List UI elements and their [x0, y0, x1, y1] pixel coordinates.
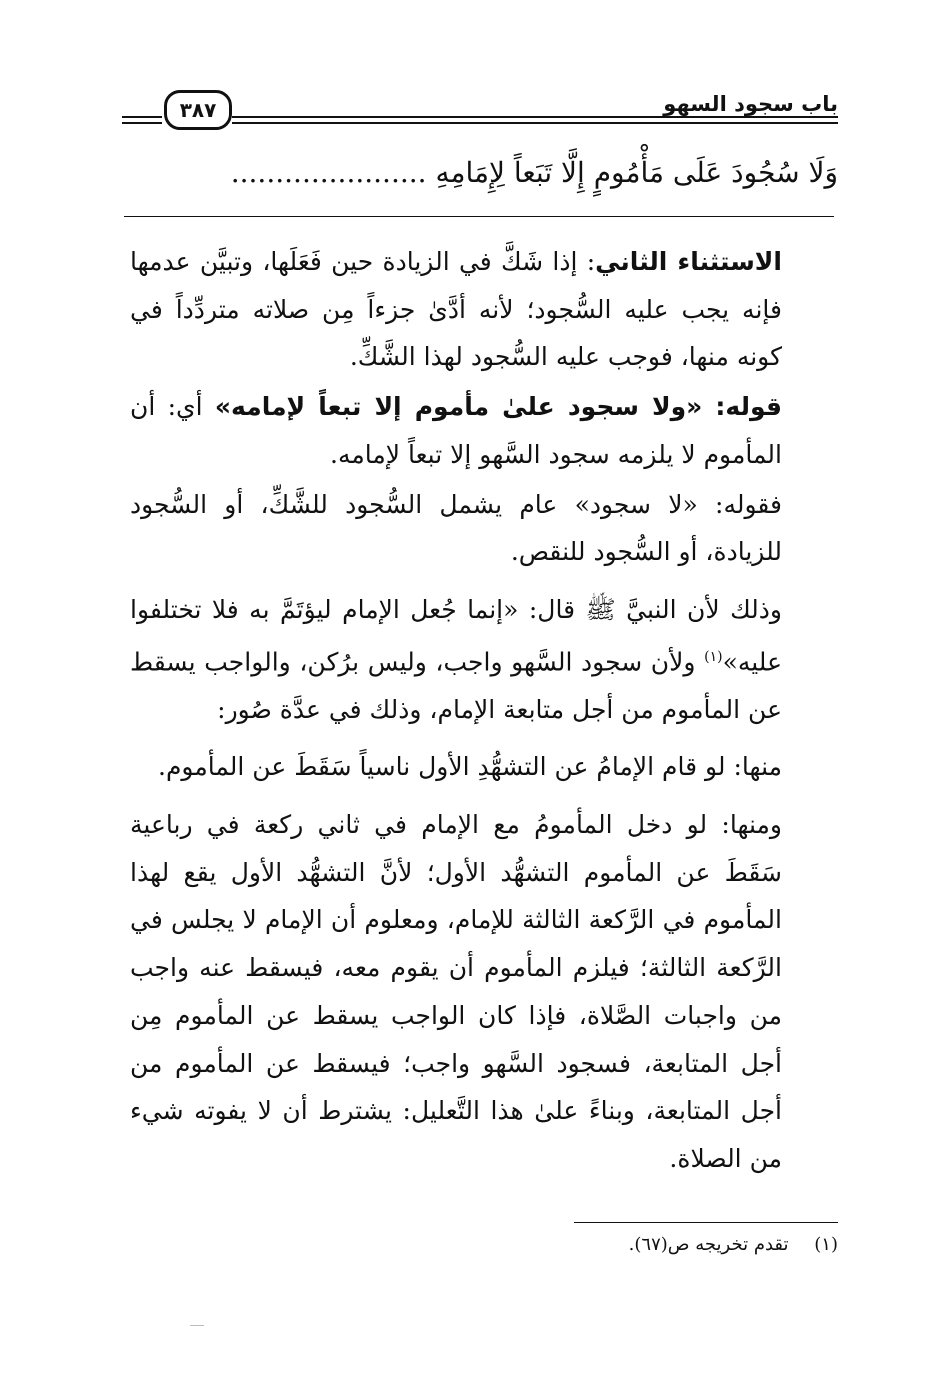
matn-dots: ......................	[230, 156, 427, 189]
matn-text: وَلَا سُجُودَ عَلَى مَأْمُومٍ إِلَّا تَبَعاً لِإِمَامِهِ	[435, 156, 838, 189]
paragraph-4-text-cont: ولأن سجود السَّهو واجب، وليس برُكن، والواجب يسقط عن المأموم من أجل متابعة الإمام، وذلك في عدَّة صُور:	[130, 646, 782, 724]
paragraph-1-lead: الاستثناء الثاني	[595, 247, 782, 276]
paragraph-6-text: ومنها: لو دخل المأمومُ مع الإمام في ثاني ركعة في رباعية سَقَطَ عن المأموم التشهُّد الأول؛ لأنَّ التشهُّد الأول يقع لهذا المأموم في الرَّكعة الثالثة للإمام، ومعلوم أن الإمام لا يجلس في الرَّكعة الثالثة؛ فيلزم المأموم أن يقوم معه، فيسقط عنه واجب من واجبات الصَّلاة، فإذا كان الواجب يسقط عن المأموم مِن أجل المتابعة، فسجود السَّهو واجب؛ فيسقط عن المأموم من أجل المتابعة، وبناءً علىٰ هذا التَّعليل: يشترط أن لا يفوته شيء من الصلاة.	[130, 810, 782, 1173]
scan-mark	[190, 1325, 204, 1326]
paragraph-3	[130, 481, 838, 576]
paragraph-2-lead: قوله: «ولا سجود علىٰ مأموم إلا تبعاً لإمامه»	[214, 392, 782, 422]
paragraph-2-text: أي: أن المأموم لا يلزمه سجود السَّهو إلا تبعاً لإمامه.	[130, 392, 782, 469]
paragraph-1-text: : إذا شَكَّ في الزيادة حين فَعَلَها، وتبيَّن عدمها فإنه يجب عليه السُّجود؛ لأنه أدَّىٰ جزءاً مِن صلاته متردِّداً في كونه منها، فوجب عليه السُّجود لهذا الشَّكِّ.	[130, 247, 782, 372]
chapter-title: باب سجود السهو	[663, 92, 838, 116]
header-rule-left-1	[122, 116, 162, 118]
paragraph-4-text: وذلك لأن النبيَّ ﷺ قال: «إنما جُعل الإمام ليؤتَمَّ به فلا تختلفوا عليه»	[130, 594, 782, 676]
paragraph-2	[130, 383, 838, 478]
running-header	[122, 86, 838, 136]
header-rule-left-2	[122, 122, 162, 124]
matn-separator	[124, 216, 834, 217]
paragraph-3-text: فقوله: «لا سجود» عام يشمل السُّجود للشَّكِّ، أو السُّجود للزيادة، أو السُّجود للنقص.	[130, 489, 782, 567]
footnote-separator	[574, 1222, 838, 1223]
matn-line	[138, 156, 838, 189]
paragraph-6	[130, 801, 838, 1183]
header-rule-right-1	[232, 116, 838, 118]
header-rule-right-2	[232, 122, 838, 124]
paragraph-4	[130, 586, 838, 733]
commentary-body	[130, 238, 838, 1183]
page-number: ٣٨٧	[179, 98, 217, 122]
footnote-text: تقدم تخريجه ص(٦٧).	[628, 1234, 789, 1255]
footnote	[130, 1234, 838, 1255]
footnote-number: (١)	[814, 1234, 838, 1255]
paragraph-1	[130, 238, 838, 381]
footnote-ref[interactable]: (١)	[704, 648, 723, 665]
page-number-badge	[164, 90, 232, 130]
paragraph-5	[130, 743, 838, 791]
paragraph-5-text: منها: لو قام الإمامُ عن التشهُّدِ الأول ناسياً سَقَطَ عن المأموم.	[158, 752, 782, 782]
